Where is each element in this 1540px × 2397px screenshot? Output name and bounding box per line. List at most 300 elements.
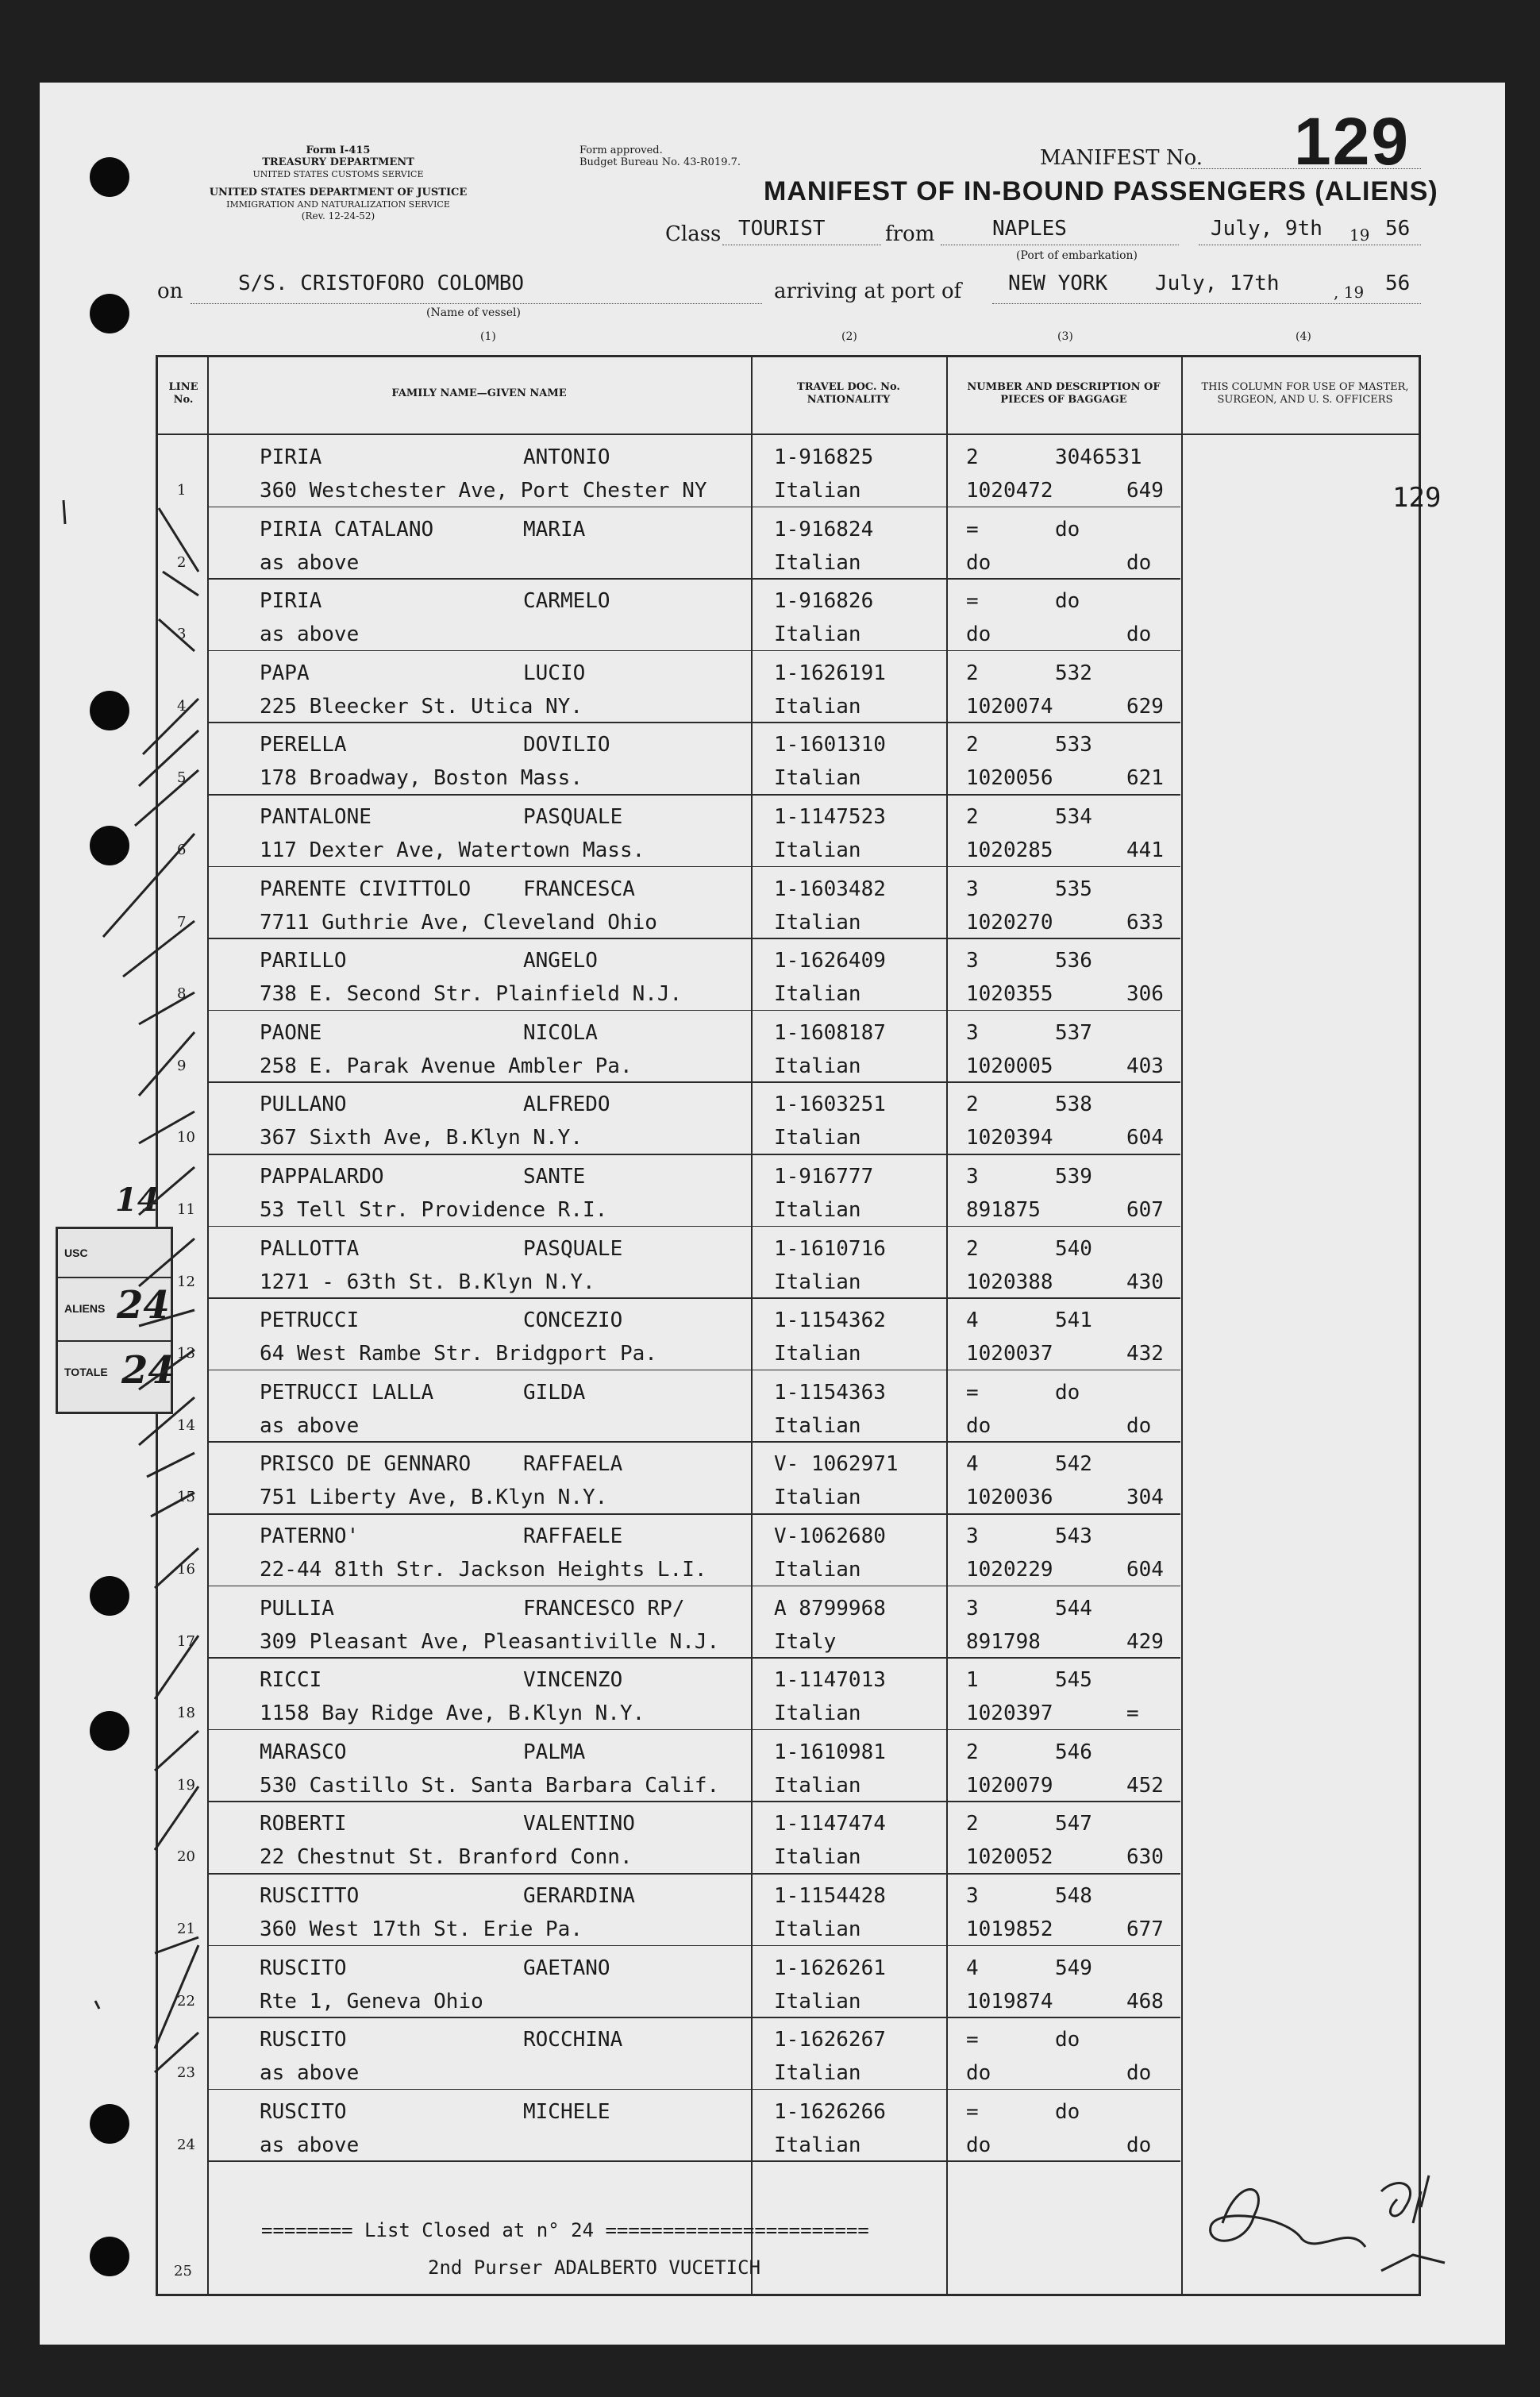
baggage-number: 541 bbox=[1055, 1308, 1092, 1333]
travel-doc: 1-916777 bbox=[774, 1165, 874, 1189]
travel-doc: A 8799968 bbox=[774, 1596, 886, 1620]
stamp-divider bbox=[58, 1277, 171, 1278]
embark-date: July, 9th bbox=[1211, 217, 1322, 241]
line-number: 16 bbox=[177, 1561, 195, 1578]
baggage-ticket: 1020472 bbox=[966, 479, 1053, 503]
baggage-count: 3 bbox=[966, 949, 979, 973]
baggage-ticket: 1020037 bbox=[966, 1342, 1053, 1366]
travel-doc: 1-1147474 bbox=[774, 1812, 886, 1836]
travel-doc: 1-1626266 bbox=[774, 2099, 886, 2124]
baggage-tag: do bbox=[1126, 1413, 1152, 1438]
travel-doc: 1-1610981 bbox=[774, 1740, 886, 1764]
line-number: 18 bbox=[177, 1705, 195, 1722]
address: 22 Chestnut St. Branford Conn. bbox=[260, 1845, 633, 1870]
address: Rte 1, Geneva Ohio bbox=[260, 1989, 483, 2014]
baggage-number: 543 bbox=[1055, 1524, 1092, 1548]
baggage-ticket: 1020052 bbox=[966, 1845, 1053, 1870]
travel-doc: V-1062680 bbox=[774, 1524, 886, 1548]
row-divider bbox=[207, 1297, 1180, 1299]
address: 360 Westchester Ave, Port Chester NY bbox=[260, 479, 707, 503]
travel-doc: 1-1601310 bbox=[774, 733, 886, 757]
baggage-count: 3 bbox=[966, 1165, 979, 1189]
baggage-count: = bbox=[966, 2099, 979, 2124]
justice-dept: UNITED STATES DEPARTMENT OF JUSTICE bbox=[209, 187, 468, 198]
baggage-ticket: 891798 bbox=[966, 1629, 1041, 1654]
baggage-ticket: do bbox=[966, 550, 991, 575]
row-divider bbox=[207, 1729, 1180, 1731]
line-number: 12 bbox=[177, 1273, 195, 1290]
stamp-divider bbox=[58, 1340, 171, 1342]
travel-doc: 1-1603251 bbox=[774, 1093, 886, 1117]
baggage-count: 2 bbox=[966, 733, 979, 757]
family-name: PARENTE CIVITTOLO bbox=[260, 877, 472, 901]
officer-note: 129 bbox=[1392, 482, 1442, 514]
baggage-tag: 304 bbox=[1126, 1486, 1164, 1510]
column-number-3: (3) bbox=[1057, 330, 1073, 343]
form-id: Form I-415 bbox=[306, 145, 371, 156]
nationality: Italian bbox=[774, 550, 861, 575]
baggage-number: 3046531 bbox=[1055, 445, 1142, 469]
given-name: MARIA bbox=[523, 517, 586, 541]
row-divider bbox=[207, 650, 1180, 652]
stamp-aliens-label: ALIENS bbox=[64, 1302, 106, 1315]
given-name: GILDA bbox=[523, 1380, 586, 1405]
address: 1158 Bay Ridge Ave, B.Klyn N.Y. bbox=[260, 1701, 645, 1726]
punch-hole bbox=[90, 157, 129, 197]
row-divider bbox=[207, 794, 1180, 796]
row-divider bbox=[207, 1586, 1180, 1587]
baggage-count: = bbox=[966, 1380, 979, 1405]
punch-hole bbox=[90, 2104, 129, 2144]
column-number-2: (2) bbox=[841, 330, 857, 343]
baggage-number: 549 bbox=[1055, 1956, 1092, 1980]
budget-bureau: Budget Bureau No. 43-R019.7. bbox=[579, 156, 741, 168]
line-number: 3 bbox=[177, 626, 187, 643]
travel-doc: 1-916826 bbox=[774, 589, 874, 614]
stamp-aliens-value: 24 bbox=[117, 1283, 170, 1328]
punch-hole bbox=[90, 691, 129, 730]
given-name: RAFFAELE bbox=[523, 1524, 623, 1548]
baggage-ticket: 1020388 bbox=[966, 1270, 1053, 1294]
nationality: Italian bbox=[774, 1126, 861, 1150]
line-number: 20 bbox=[177, 1848, 195, 1866]
form-revision: (Rev. 12-24-52) bbox=[301, 210, 375, 222]
given-name: PASQUALE bbox=[523, 1236, 623, 1261]
family-name: PRISCO DE GENNARO bbox=[260, 1452, 472, 1477]
given-name: ANTONIO bbox=[523, 445, 610, 469]
address: as above bbox=[260, 1413, 360, 1438]
given-name: RAFFAELA bbox=[523, 1452, 623, 1477]
customs-service: UNITED STATES CUSTOMS SERVICE bbox=[252, 169, 424, 179]
baggage-ticket: 1020036 bbox=[966, 1486, 1053, 1510]
stamp-usc-label: USC bbox=[64, 1247, 88, 1259]
baggage-number: 547 bbox=[1055, 1812, 1092, 1836]
header-divider bbox=[158, 434, 1419, 435]
family-name: PARILLO bbox=[260, 949, 347, 973]
baggage-count: 3 bbox=[966, 1020, 979, 1045]
baggage-count: 2 bbox=[966, 1093, 979, 1117]
ins-service: IMMIGRATION AND NATURALIZATION SERVICE bbox=[226, 199, 450, 210]
baggage-ticket: 1020285 bbox=[966, 838, 1053, 862]
baggage-count: 2 bbox=[966, 1812, 979, 1836]
line-number: 25 bbox=[174, 2263, 192, 2279]
nationality: Italian bbox=[774, 982, 861, 1007]
baggage-number: do bbox=[1055, 517, 1080, 541]
column-divider bbox=[751, 357, 753, 2294]
given-name: VINCENZO bbox=[523, 1668, 623, 1693]
manifest-title: MANIFEST OF IN-BOUND PASSENGERS (ALIENS) bbox=[764, 176, 1438, 206]
header-officers: THIS COLUMN FOR USE OF MASTER, SURGEON, AND U. S. OFFICERS bbox=[1201, 381, 1409, 406]
travel-doc: 1-1147523 bbox=[774, 805, 886, 829]
family-name: PIRIA bbox=[260, 445, 322, 469]
nationality: Italian bbox=[774, 1413, 861, 1438]
vessel-caption: (Name of vessel) bbox=[426, 306, 521, 319]
baggage-tag: = bbox=[1126, 1701, 1139, 1726]
family-name: PAONE bbox=[260, 1020, 322, 1045]
nationality: Italian bbox=[774, 1342, 861, 1366]
baggage-count: 4 bbox=[966, 1308, 979, 1333]
family-name: RUSCITO bbox=[260, 2028, 347, 2052]
baggage-tag: 452 bbox=[1126, 1773, 1164, 1798]
baggage-ticket: do bbox=[966, 2061, 991, 2086]
family-name: PERELLA bbox=[260, 733, 347, 757]
line-number: 6 bbox=[177, 842, 187, 858]
line-number: 1 bbox=[177, 482, 187, 499]
row-divider bbox=[207, 1441, 1180, 1443]
embark-year: 56 bbox=[1385, 217, 1411, 241]
family-name: ROBERTI bbox=[260, 1812, 347, 1836]
family-name: PIRIA bbox=[260, 589, 322, 614]
family-name: MARASCO bbox=[260, 1740, 347, 1764]
line-number: 2 bbox=[177, 553, 187, 571]
nationality: Italian bbox=[774, 1198, 861, 1222]
baggage-ticket: 1019874 bbox=[966, 1989, 1053, 2014]
manifest-no-label: MANIFEST No. bbox=[1040, 146, 1203, 170]
row-divider bbox=[207, 578, 1180, 580]
baggage-number: 542 bbox=[1055, 1452, 1092, 1477]
header-baggage: NUMBER AND DESCRIPTION OF PIECES OF BAGGAGE bbox=[967, 381, 1161, 406]
approval-block bbox=[579, 145, 741, 168]
baggage-count: 4 bbox=[966, 1956, 979, 1980]
baggage-tag: 629 bbox=[1126, 694, 1164, 719]
address: 360 West 17th St. Erie Pa. bbox=[260, 1917, 583, 1941]
baggage-count: 3 bbox=[966, 1524, 979, 1548]
manifest-table bbox=[156, 355, 1442, 2296]
baggage-number: 545 bbox=[1055, 1668, 1092, 1693]
baggage-number: 534 bbox=[1055, 805, 1092, 829]
baggage-ticket: 1020229 bbox=[966, 1558, 1053, 1582]
stamp-total-value: 24 bbox=[121, 1348, 175, 1393]
family-name: RUSCITO bbox=[260, 1956, 347, 1980]
baggage-number: 548 bbox=[1055, 1884, 1092, 1908]
nationality: Italian bbox=[774, 479, 861, 503]
family-name: RUSCITTO bbox=[260, 1884, 360, 1908]
family-name: PETRUCCI LALLA bbox=[260, 1380, 434, 1405]
travel-doc: 1-1603482 bbox=[774, 877, 886, 901]
arriving-label: arriving at port of bbox=[774, 279, 962, 303]
line-number: 11 bbox=[177, 1201, 195, 1218]
punch-hole bbox=[90, 294, 129, 333]
travel-doc: 1-1626261 bbox=[774, 1956, 886, 1980]
family-name: RUSCITO bbox=[260, 2099, 347, 2124]
column-number-1: (1) bbox=[480, 330, 496, 343]
given-name: GAETANO bbox=[523, 1956, 610, 1980]
baggage-ticket: 1020079 bbox=[966, 1773, 1053, 1798]
row-divider bbox=[207, 722, 1180, 723]
baggage-ticket: do bbox=[966, 1413, 991, 1438]
row-divider bbox=[207, 1154, 1180, 1155]
baggage-count: = bbox=[966, 589, 979, 614]
vessel-line bbox=[191, 303, 762, 304]
baggage-tag: 677 bbox=[1126, 1917, 1164, 1941]
address: 1271 - 63th St. B.Klyn N.Y. bbox=[260, 1270, 595, 1294]
line-number: 10 bbox=[177, 1129, 195, 1146]
stamp-mark: 14 bbox=[115, 1181, 160, 1219]
baggage-count: 3 bbox=[966, 1884, 979, 1908]
travel-doc: 1-1154363 bbox=[774, 1380, 886, 1405]
baggage-number: 536 bbox=[1055, 949, 1092, 973]
baggage-number: 546 bbox=[1055, 1740, 1092, 1764]
row-divider bbox=[207, 1513, 1180, 1515]
baggage-ticket: 1020394 bbox=[966, 1126, 1053, 1150]
nationality: Italian bbox=[774, 1270, 861, 1294]
travel-doc: 1-1626267 bbox=[774, 2028, 886, 2052]
family-name: PALLOTTA bbox=[260, 1236, 360, 1261]
nationality: Italian bbox=[774, 1989, 861, 2014]
line-number: 23 bbox=[177, 2064, 195, 2082]
address: 178 Broadway, Boston Mass. bbox=[260, 766, 583, 791]
baggage-number: 535 bbox=[1055, 877, 1092, 901]
punch-hole bbox=[90, 2237, 129, 2276]
baggage-tag: do bbox=[1126, 2133, 1152, 2157]
given-name: PALMA bbox=[523, 1740, 586, 1764]
row-divider bbox=[207, 1873, 1180, 1875]
baggage-number: 538 bbox=[1055, 1093, 1092, 1117]
baggage-number: do bbox=[1055, 2028, 1080, 2052]
nationality: Italian bbox=[774, 1773, 861, 1798]
baggage-tag: 430 bbox=[1126, 1270, 1164, 1294]
family-name: PIRIA CATALANO bbox=[260, 517, 434, 541]
class-label: Class bbox=[665, 222, 722, 246]
baggage-count: = bbox=[966, 517, 979, 541]
from-value: NAPLES bbox=[992, 217, 1067, 241]
nationality: Italian bbox=[774, 1845, 861, 1870]
on-label: on bbox=[157, 279, 183, 303]
given-name: SANTE bbox=[523, 1165, 586, 1189]
class-value: TOURIST bbox=[738, 217, 826, 241]
baggage-number: do bbox=[1055, 1380, 1080, 1405]
address: 530 Castillo St. Santa Barbara Calif. bbox=[260, 1773, 720, 1798]
nationality: Italian bbox=[774, 910, 861, 935]
baggage-tag: do bbox=[1126, 2061, 1152, 2086]
arrival-port: NEW YORK bbox=[1008, 272, 1108, 295]
arrival-line bbox=[992, 303, 1421, 304]
baggage-count: 2 bbox=[966, 1236, 979, 1261]
baggage-count: 2 bbox=[966, 445, 979, 469]
address: 117 Dexter Ave, Watertown Mass. bbox=[260, 838, 645, 862]
header-travel-doc: TRAVEL DOC. No. NATIONALITY bbox=[797, 381, 900, 406]
baggage-tag: 403 bbox=[1126, 1054, 1164, 1078]
line-number: 15 bbox=[177, 1489, 195, 1506]
given-name: CARMELO bbox=[523, 589, 610, 614]
family-name: PULLIA bbox=[260, 1596, 334, 1620]
nationality: Italian bbox=[774, 838, 861, 862]
nationality: Italian bbox=[774, 1486, 861, 1510]
from-label: from bbox=[885, 222, 935, 246]
row-divider bbox=[207, 1657, 1180, 1659]
baggage-number: 539 bbox=[1055, 1165, 1092, 1189]
baggage-tag: do bbox=[1126, 550, 1152, 575]
line-number: 8 bbox=[177, 985, 187, 1003]
travel-doc: 1-1626409 bbox=[774, 949, 886, 973]
travel-doc: 1-1610716 bbox=[774, 1236, 886, 1261]
given-name: NICOLA bbox=[523, 1020, 598, 1045]
line-number: 4 bbox=[177, 697, 187, 715]
given-name: MICHELE bbox=[523, 2099, 610, 2124]
address: 367 Sixth Ave, B.Klyn N.Y. bbox=[260, 1126, 583, 1150]
given-name: ROCCHINA bbox=[523, 2028, 623, 2052]
baggage-ticket: 1020074 bbox=[966, 694, 1053, 719]
line-number: 7 bbox=[177, 913, 187, 931]
given-name: VALENTINO bbox=[523, 1812, 635, 1836]
address: 738 E. Second Str. Plainfield N.J. bbox=[260, 982, 683, 1007]
given-name: CONCEZIO bbox=[523, 1308, 623, 1333]
baggage-tag: 649 bbox=[1126, 479, 1164, 503]
baggage-tag: 607 bbox=[1126, 1198, 1164, 1222]
nationality: Italian bbox=[774, 2133, 861, 2157]
baggage-ticket: do bbox=[966, 622, 991, 647]
address: 22-44 81th Str. Jackson Heights L.I. bbox=[260, 1558, 707, 1582]
baggage-number: 537 bbox=[1055, 1020, 1092, 1045]
baggage-tag: 441 bbox=[1126, 838, 1164, 862]
punch-hole bbox=[90, 826, 129, 865]
travel-doc: 1-1154428 bbox=[774, 1884, 886, 1908]
baggage-count: 3 bbox=[966, 1596, 979, 1620]
baggage-number: 540 bbox=[1055, 1236, 1092, 1261]
baggage-number: 544 bbox=[1055, 1596, 1092, 1620]
given-name: FRANCESCA bbox=[523, 877, 635, 901]
travel-doc: 1-916824 bbox=[774, 517, 874, 541]
family-name: PETRUCCI bbox=[260, 1308, 360, 1333]
family-name: RICCI bbox=[260, 1668, 322, 1693]
travel-doc: V- 1062971 bbox=[774, 1452, 899, 1477]
row-divider bbox=[207, 1226, 1180, 1227]
list-closed-line: ======== List Closed at n° 24 ======================= bbox=[261, 2219, 869, 2241]
baggage-ticket: 1020056 bbox=[966, 766, 1053, 791]
column-divider bbox=[207, 357, 209, 2294]
port-caption: (Port of embarkation) bbox=[1016, 249, 1138, 262]
row-divider bbox=[207, 1370, 1180, 1371]
baggage-number: do bbox=[1055, 589, 1080, 614]
line-number: 13 bbox=[177, 1345, 195, 1362]
address: 64 West Rambe Str. Bridgport Pa. bbox=[260, 1342, 657, 1366]
row-divider bbox=[207, 1801, 1180, 1802]
baggage-ticket: 1020355 bbox=[966, 982, 1053, 1007]
line-number: 5 bbox=[177, 769, 187, 787]
row-divider bbox=[207, 2017, 1180, 2018]
baggage-ticket: 1020005 bbox=[966, 1054, 1053, 1078]
baggage-tag: do bbox=[1126, 622, 1152, 647]
family-name: PAPA bbox=[260, 661, 310, 685]
nationality: Italian bbox=[774, 622, 861, 647]
punch-hole bbox=[90, 1711, 129, 1751]
address: 53 Tell Str. Providence R.I. bbox=[260, 1198, 608, 1222]
baggage-count: 3 bbox=[966, 877, 979, 901]
stamp-total-label: TOTALE bbox=[64, 1366, 108, 1378]
baggage-tag: 468 bbox=[1126, 1989, 1164, 2014]
nationality: Italian bbox=[774, 2061, 861, 2086]
row-divider bbox=[207, 1081, 1180, 1083]
row-divider bbox=[207, 2089, 1180, 2091]
address: as above bbox=[260, 2061, 360, 2086]
given-name: GERARDINA bbox=[523, 1884, 635, 1908]
row-divider bbox=[207, 507, 1180, 508]
address: as above bbox=[260, 622, 360, 647]
address: 225 Bleecker St. Utica NY. bbox=[260, 694, 583, 719]
baggage-tag: 604 bbox=[1126, 1558, 1164, 1582]
line-number: 14 bbox=[177, 1416, 195, 1434]
baggage-tag: 633 bbox=[1126, 910, 1164, 935]
address: 751 Liberty Ave, B.Klyn N.Y. bbox=[260, 1486, 608, 1510]
baggage-count: = bbox=[966, 2028, 979, 2052]
baggage-count: 4 bbox=[966, 1452, 979, 1477]
baggage-tag: 429 bbox=[1126, 1629, 1164, 1654]
count-stamp bbox=[56, 1227, 173, 1414]
baggage-number: do bbox=[1055, 2099, 1080, 2124]
address: as above bbox=[260, 2133, 360, 2157]
travel-doc: 1-1147013 bbox=[774, 1668, 886, 1693]
baggage-tag: 432 bbox=[1126, 1342, 1164, 1366]
address: 7711 Guthrie Ave, Cleveland Ohio bbox=[260, 910, 657, 935]
header-name: FAMILY NAME—GIVEN NAME bbox=[391, 387, 567, 399]
given-name: DOVILIO bbox=[523, 733, 610, 757]
family-name: PULLANO bbox=[260, 1093, 347, 1117]
baggage-ticket: 1020270 bbox=[966, 910, 1053, 935]
arrival-year-prefix: , 19 bbox=[1334, 283, 1365, 302]
nationality: Italy bbox=[774, 1629, 837, 1654]
nationality: Italian bbox=[774, 766, 861, 791]
family-name: PATERNO' bbox=[260, 1524, 360, 1548]
baggage-ticket: 1019852 bbox=[966, 1917, 1053, 1941]
arrival-date: July, 17th bbox=[1155, 272, 1280, 295]
line-number: 21 bbox=[177, 1921, 195, 1937]
given-name: FRANCESCO RP/ bbox=[523, 1596, 685, 1620]
travel-doc: 1-916825 bbox=[774, 445, 874, 469]
baggage-number: 532 bbox=[1055, 661, 1092, 685]
travel-doc: 1-1154362 bbox=[774, 1308, 886, 1333]
given-name: ANGELO bbox=[523, 949, 598, 973]
row-divider bbox=[207, 866, 1180, 868]
line-number: 9 bbox=[177, 1057, 187, 1074]
punch-hole bbox=[90, 1576, 129, 1616]
nationality: Italian bbox=[774, 1701, 861, 1726]
baggage-count: 2 bbox=[966, 1740, 979, 1764]
baggage-tag: 306 bbox=[1126, 982, 1164, 1007]
line-number: 17 bbox=[177, 1632, 195, 1650]
baggage-count: 2 bbox=[966, 805, 979, 829]
line-number: 22 bbox=[177, 1992, 195, 2010]
line-number: 24 bbox=[177, 2136, 195, 2153]
baggage-ticket: 1020397 bbox=[966, 1701, 1053, 1726]
address: as above bbox=[260, 550, 360, 575]
given-name: ALFREDO bbox=[523, 1093, 610, 1117]
address: 309 Pleasant Ave, Pleasantiville N.J. bbox=[260, 1629, 720, 1654]
form-approved: Form approved. bbox=[579, 145, 663, 156]
form-header bbox=[156, 145, 521, 222]
nationality: Italian bbox=[774, 1917, 861, 1941]
treasury-dept: TREASURY DEPARTMENT bbox=[262, 156, 414, 168]
baggage-count: 2 bbox=[966, 661, 979, 685]
